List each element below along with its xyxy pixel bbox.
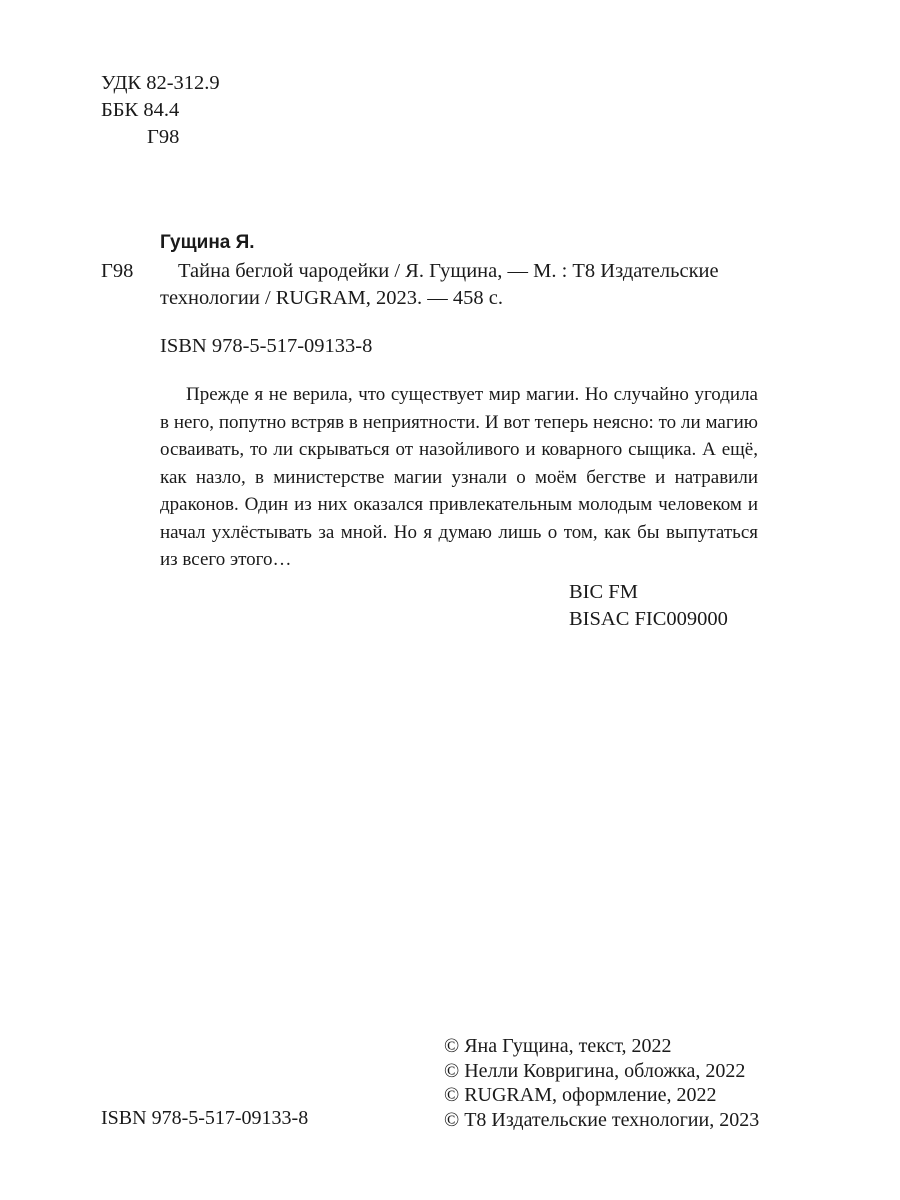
bibliographic-description-line-2: технологии / RUGRAM, 2023. — 458 с.	[160, 287, 503, 309]
bic-code: BIC FM	[569, 581, 638, 603]
isbn: ISBN 978-5-517-09133-8	[160, 335, 373, 357]
udk-code: УДК 82-312.9	[101, 72, 220, 94]
annotation-paragraph: Прежде я не верила, что существует мир магии. Но случайно угодила в него, попутно встряв в неприятности. И вот теперь неясно: то ли магию осваивать, то ли скрываться от назойливого и коварного сыщика. А ещё, как назло, в министерстве магии узнали о моём бегстве и натравили драконов. Один из них оказался привлекательным молодым человеком и начал ухлёстывать за мной. Но я думаю лишь о том, как бы выпутаться из всего этого…	[160, 384, 758, 570]
bisac-code: BISAC FIC009000	[569, 608, 728, 630]
copyright-line: © Нелли Ковригина, обложка, 2022	[444, 1059, 746, 1082]
copyright-block	[444, 1034, 759, 1132]
bibliographic-description-line-1: Тайна беглой чародейки / Я. Гущина, — М. : Т8 Издательские	[178, 260, 719, 282]
copyright-line: © RUGRAM, оформление, 2022	[444, 1084, 717, 1106]
author-mark: Г98	[101, 260, 134, 282]
author-name: Гущина Я.	[160, 232, 255, 253]
copyright-line: © Т8 Издательские технологии, 2023	[444, 1108, 760, 1131]
isbn-bottom: ISBN 978-5-517-09133-8	[101, 1107, 309, 1129]
author-mark-top: Г98	[147, 126, 180, 148]
bbk-code: ББК 84.4	[101, 99, 180, 121]
copyright-line: © Яна Гущина, текст, 2022	[444, 1035, 672, 1057]
